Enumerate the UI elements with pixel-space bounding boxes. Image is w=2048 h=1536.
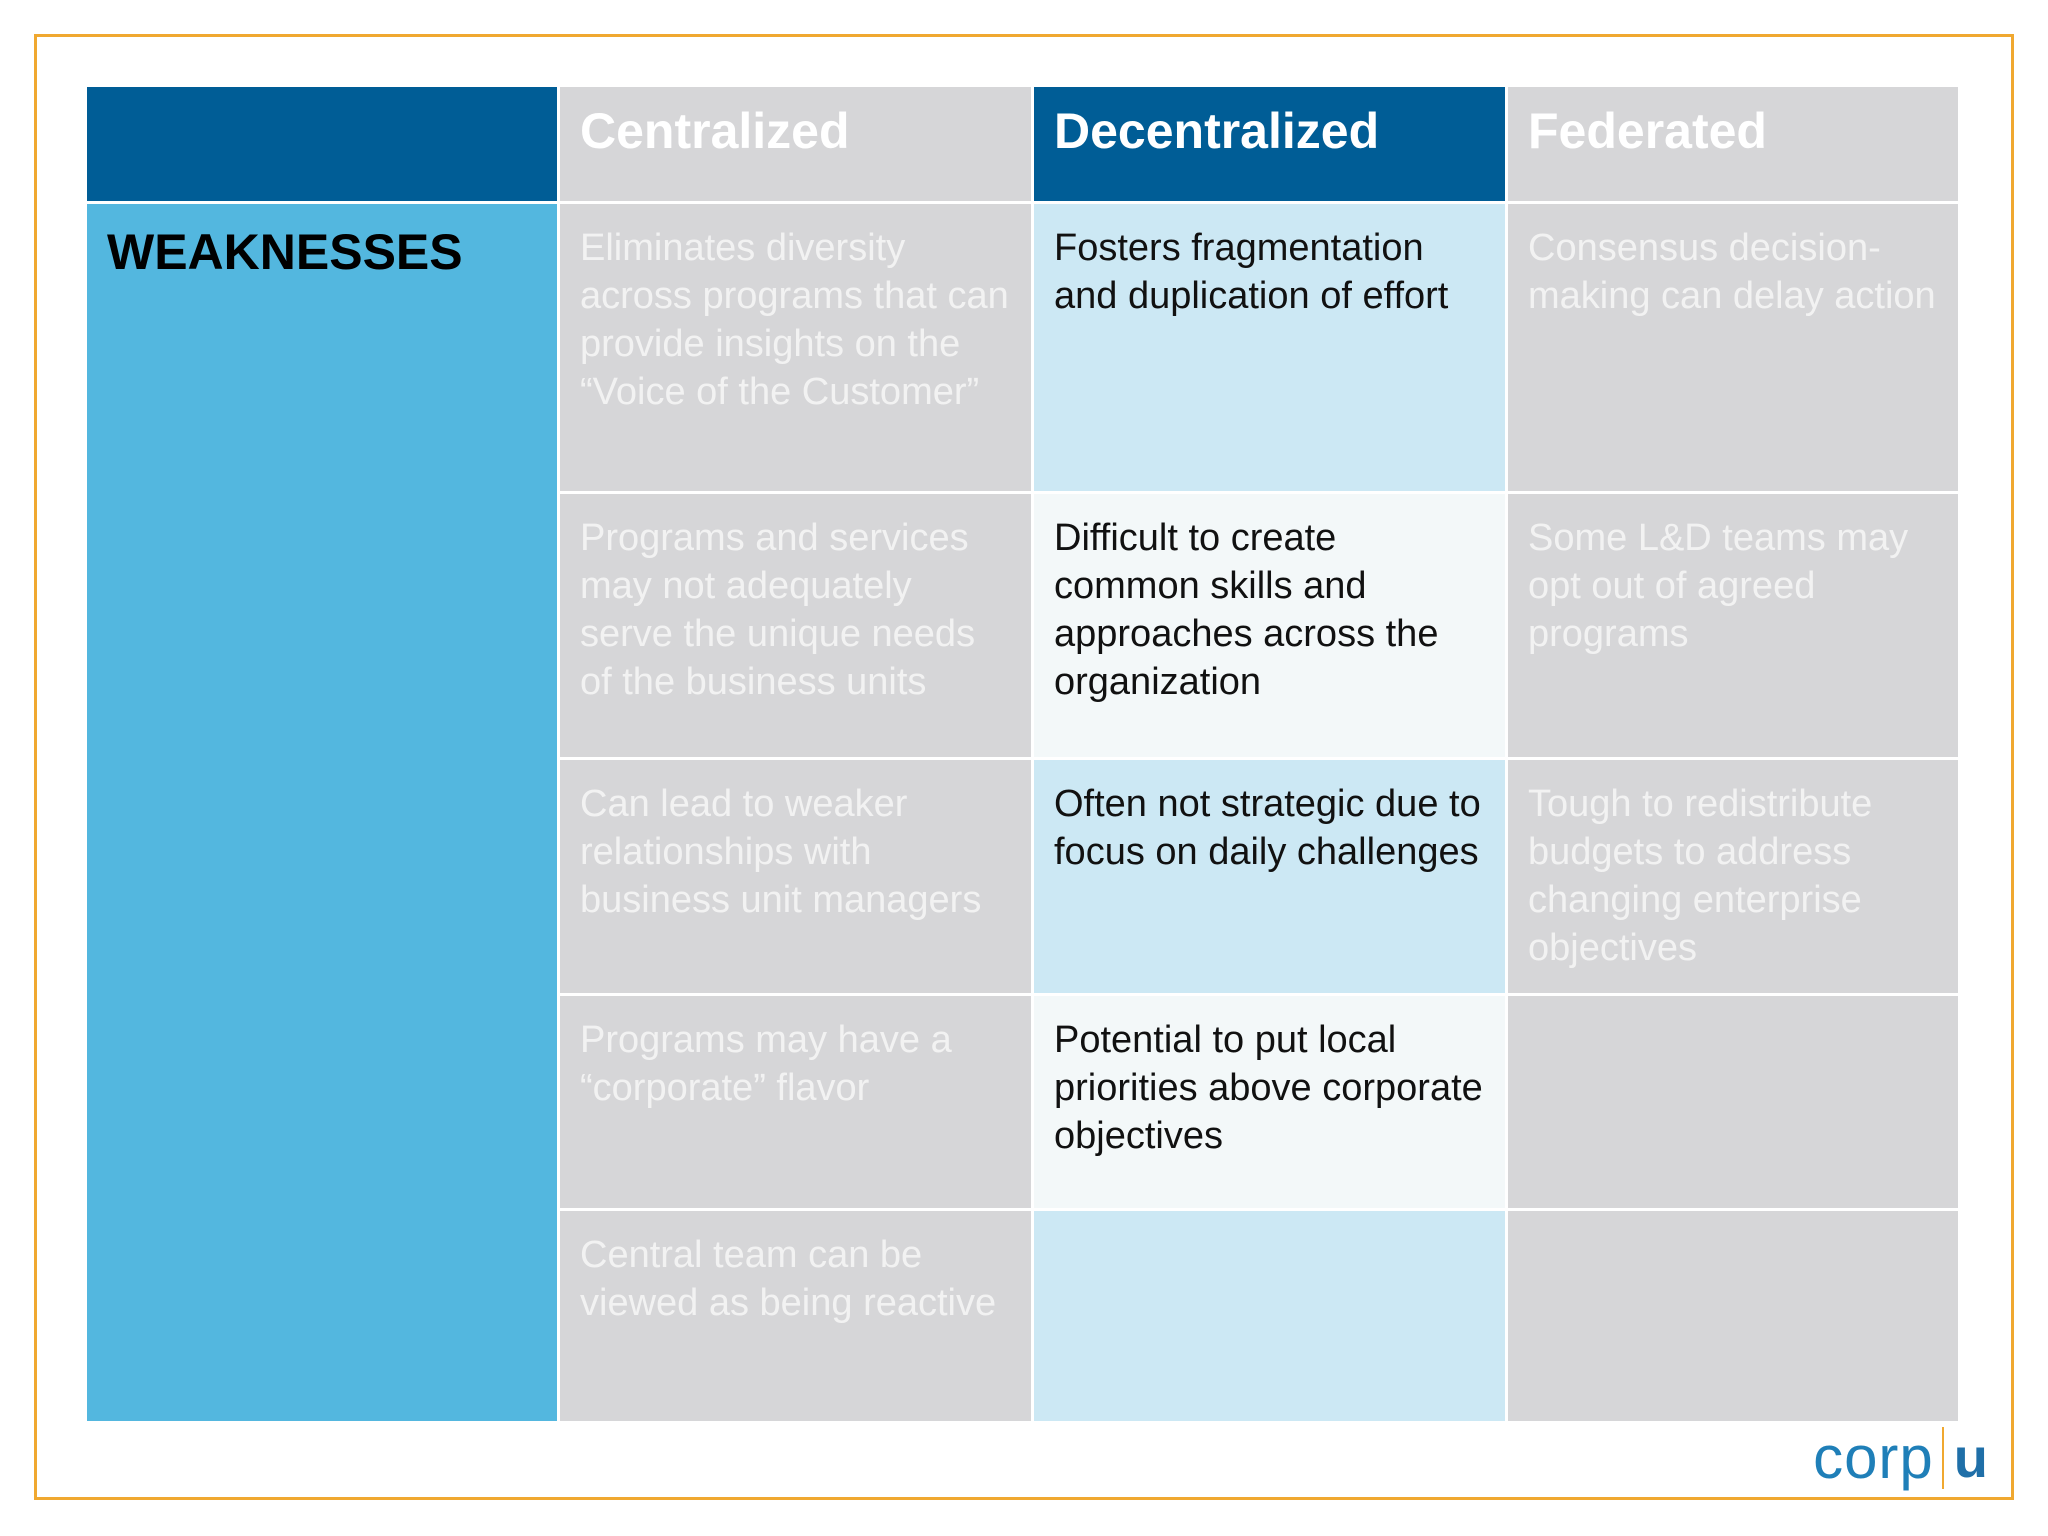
- centralized-cell: Programs and services may not adequately serve the unique needs of the business units: [560, 494, 1031, 757]
- header-decentralized: Decentralized: [1034, 87, 1505, 201]
- federated-cell: Tough to redistribute budgets to address changing enterprise objectives: [1508, 760, 1958, 993]
- logo-corp-text: corp: [1813, 1424, 1934, 1491]
- decentralized-cell: [1034, 1211, 1505, 1421]
- federated-cell: [1508, 1211, 1958, 1421]
- comparison-table: [84, 84, 1961, 1424]
- decentralized-cell: Often not strategic due to focus on daily challenges: [1034, 760, 1505, 993]
- federated-cell: [1508, 996, 1958, 1208]
- centralized-cell: Can lead to weaker relationships with business unit managers: [560, 760, 1031, 993]
- decentralized-cell: Difficult to create common skills and approaches across the organization: [1034, 494, 1505, 757]
- header-federated: Federated: [1508, 87, 1958, 201]
- corpu-logo: [1813, 1423, 1988, 1492]
- header-row: [87, 87, 1958, 201]
- decentralized-cell: Potential to put local priorities above corporate objectives: [1034, 996, 1505, 1208]
- federated-cell: Some L&D teams may opt out of agreed programs: [1508, 494, 1958, 757]
- centralized-cell: Eliminates diversity across programs that can provide insights on the “Voice of the Customer”: [560, 204, 1031, 491]
- federated-cell: Consensus decision-making can delay action: [1508, 204, 1958, 491]
- header-centralized: Centralized: [560, 87, 1031, 201]
- decentralized-cell: Fosters fragmentation and duplication of effort: [1034, 204, 1505, 491]
- header-corner: [87, 87, 557, 201]
- centralized-cell: Programs may have a “corporate” flavor: [560, 996, 1031, 1208]
- table-row: [87, 204, 1958, 491]
- logo-divider: [1942, 1427, 1944, 1489]
- logo-u-text: u: [1953, 1426, 1988, 1489]
- weaknesses-label: WEAKNESSES: [87, 204, 557, 1421]
- centralized-cell: Central team can be viewed as being reactive: [560, 1211, 1031, 1421]
